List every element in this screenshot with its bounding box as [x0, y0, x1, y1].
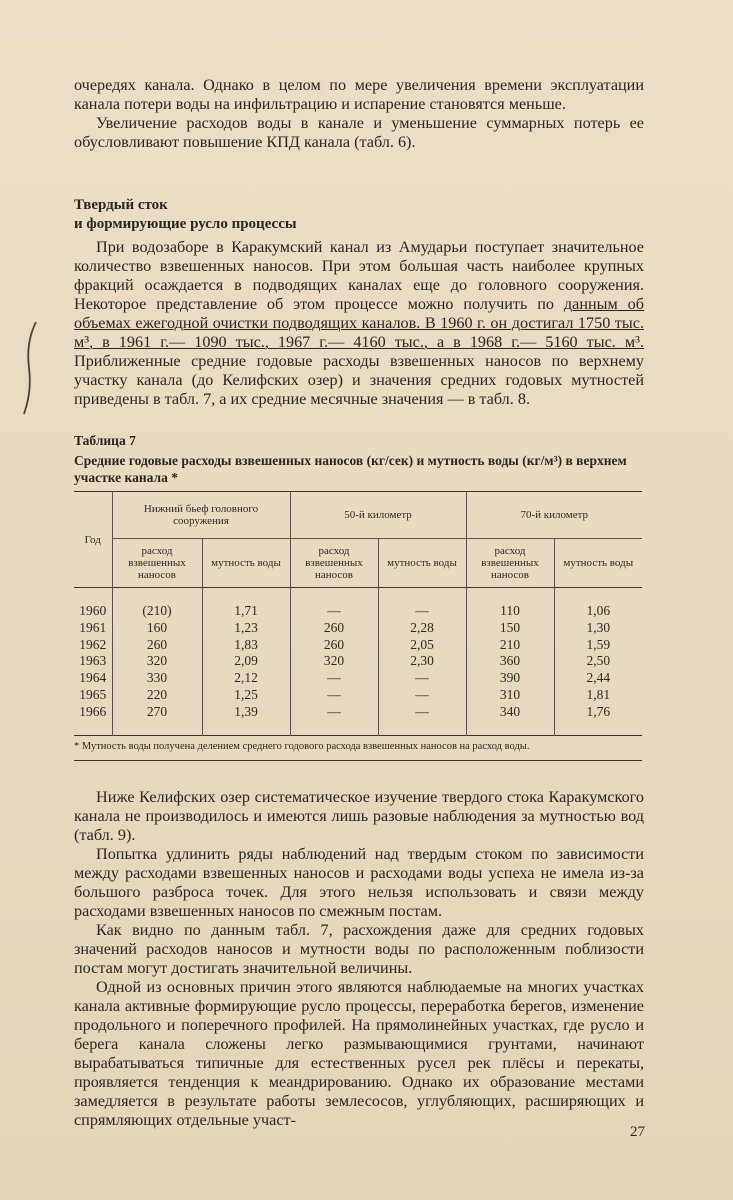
section-paragraph-end: Приближенные средние годовые расходы взвешенных наносов по верхнему участку канала (до Келифских озер) и значения средних годовых мутностей приведены в табл. 7, а их средние месячные значения — в табл. 8.	[74, 352, 644, 408]
subheader-turbidity: мутность воды	[378, 539, 466, 588]
section-heading-line-2: и формирующие русло процессы	[74, 216, 297, 232]
intro-paragraph-1: очередях канала. Однако в целом по мере увеличения времени эксплуатации канала потери воды на инфильтрацию и испарение становятся меньше.	[74, 76, 644, 113]
turbidity-cell: 1,83	[202, 637, 290, 654]
body2-paragraph-4: Одной из основных причин этого являются наблюдаемые на многих участках канала активные формирующие русло процессы, переработка берегов, изменение продольного и поперечного профилей. На прямолинейных участках, где русло и берега канала сложены легко размывающимися грунтами, начинают вырабатываться типичные для естественных русел рек плёсы и перекаты, проявляется тенденция к меандрированию. Однако их образование местами замедляется в результате работы землесосов, углубляющих, расширяющих и спрямляющих отдельные участ-	[74, 978, 644, 1129]
underlined-passage: данным об объемах ежегодной очистки подводящих каналов. В 1960 г. он достигал 1750 тыс. м³, в 1961 г.— 1090 тыс., 1967 г.— 4160 тыс., а в 1968 г.— 5160 тыс. м³.	[74, 295, 644, 351]
section-heading-line-1: Твердый сток	[74, 197, 168, 213]
year-cell: 1965	[79, 686, 107, 702]
flow-cell: 320	[112, 653, 202, 670]
flow-cell: 320	[290, 653, 378, 670]
turbidity-cell: —	[378, 670, 466, 687]
turbidity-cell: 1,39	[202, 704, 290, 735]
subheader-flow: расход взвешенных наносов	[112, 539, 202, 588]
flow-cell: 220	[112, 687, 202, 704]
year-cell: 1960	[79, 603, 107, 618]
table-row	[74, 620, 642, 637]
flow-cell: 390	[466, 670, 554, 687]
flow-cell: 270	[112, 704, 202, 735]
body2-paragraph-3: Как видно по данным табл. 7, расхождения даже для средних годовых значений расходов наносов и мутности воды по расположенным поблизости постам могут достигать значительной величины.	[74, 921, 644, 977]
year-cell: 1962	[79, 636, 107, 652]
turbidity-cell: 2,30	[378, 653, 466, 670]
table-caption: Средние годовые расходы взвешенных наносов (кг/сек) и мутность воды (кг/м³) в верхнем участке канала *	[74, 453, 627, 485]
turbidity-cell: 1,06	[554, 588, 642, 620]
flow-cell: 260	[112, 637, 202, 654]
flow-cell: 160	[112, 620, 202, 637]
turbidity-cell: 1,30	[554, 620, 642, 637]
turbidity-cell: 2,28	[378, 620, 466, 637]
intro-paragraph-2: Увеличение расходов воды в канале и уменьшение суммарных потерь ее обусловливают повышение КПД канала (табл. 6).	[74, 114, 644, 151]
turbidity-cell: 2,09	[202, 653, 290, 670]
turbidity-cell: —	[378, 687, 466, 704]
turbidity-cell: —	[378, 704, 466, 735]
table-row	[74, 704, 642, 735]
subheader-flow: расход взвешенных наносов	[466, 539, 554, 588]
section-heading	[74, 196, 297, 234]
body2-paragraph-1: Ниже Келифских озер систематическое изучение твердого стока Каракумского канала не производилось и имеются лишь разовые наблюдения за мутностью вод (табл. 9).	[74, 788, 644, 844]
body2-paragraph-2: Попытка удлинить ряды наблюдений над твердым стоком по зависимости между расходами взвешенных наносов и расходами воды успеха не имела из-за большого разброса точек. Для этого нельзя использовать и связи между расходами взвешенных наносов по смежным постам.	[74, 845, 644, 920]
subheader-turbidity: мутность воды	[202, 539, 290, 588]
turbidity-cell: 1,59	[554, 637, 642, 654]
subheader-turbidity: мутность воды	[554, 539, 642, 588]
intro-text	[74, 76, 644, 152]
flow-cell: —	[290, 588, 378, 620]
turbidity-cell: 2,44	[554, 670, 642, 687]
table-label: Таблица 7	[74, 433, 136, 448]
turbidity-cell: 1,71	[202, 588, 290, 620]
flow-cell: (210)	[112, 588, 202, 620]
turbidity-cell: 2,12	[202, 670, 290, 687]
turbidity-cell: 1,81	[554, 687, 642, 704]
turbidity-cell: —	[378, 588, 466, 620]
section-body	[74, 238, 644, 409]
turbidity-cell: 1,76	[554, 704, 642, 735]
flow-cell: —	[290, 704, 378, 735]
table-row	[74, 588, 642, 620]
flow-cell: —	[290, 670, 378, 687]
table-row	[74, 687, 642, 704]
flow-cell: 330	[112, 670, 202, 687]
year-cell: 1964	[79, 670, 107, 686]
table-row	[74, 637, 642, 654]
flow-cell: 360	[466, 653, 554, 670]
table-row	[74, 653, 642, 670]
flow-cell: 150	[466, 620, 554, 637]
group-header-km70: 70-й километр	[466, 492, 642, 539]
table-row	[74, 670, 642, 687]
margin-bracket-mark	[20, 318, 42, 418]
flow-cell: 260	[290, 637, 378, 654]
flow-cell: 310	[466, 687, 554, 704]
table-footnote: * Мутность воды получена делением среднего годового расхода взвешенных наносов на расход воды.	[74, 741, 530, 752]
turbidity-cell: 1,23	[202, 620, 290, 637]
year-cell: 1966	[79, 703, 107, 719]
body-text-2	[74, 788, 644, 1130]
flow-cell: 110	[466, 588, 554, 620]
turbidity-cell: 2,05	[378, 637, 466, 654]
group-header-tailwater: Нижний бьеф головного сооружения	[112, 492, 290, 539]
year-header: Год	[84, 533, 101, 546]
flow-cell: 260	[290, 620, 378, 637]
section-paragraph-start: При водозаборе в Каракумский канал из Амударьи поступает значительное количество взвешенных наносов. При этом большая часть наиболее крупных фракций осаждается в подводящих каналах еще до головного сооружения. Некоторое представление об этом процессе можно получить по	[74, 238, 644, 313]
flow-cell: —	[290, 687, 378, 704]
turbidity-cell: 2,50	[554, 653, 642, 670]
subheader-flow: расход взвешенных наносов	[290, 539, 378, 588]
turbidity-cell: 1,25	[202, 687, 290, 704]
table-bottom-rule	[74, 760, 642, 761]
page-number: 27	[630, 1124, 645, 1140]
year-cell: 1963	[79, 653, 107, 669]
group-header-km50: 50-й километр	[290, 492, 466, 539]
sediment-table	[74, 491, 642, 736]
year-cell: 1961	[79, 619, 107, 635]
section-paragraph	[74, 238, 644, 409]
flow-cell: 210	[466, 637, 554, 654]
flow-cell: 340	[466, 704, 554, 735]
